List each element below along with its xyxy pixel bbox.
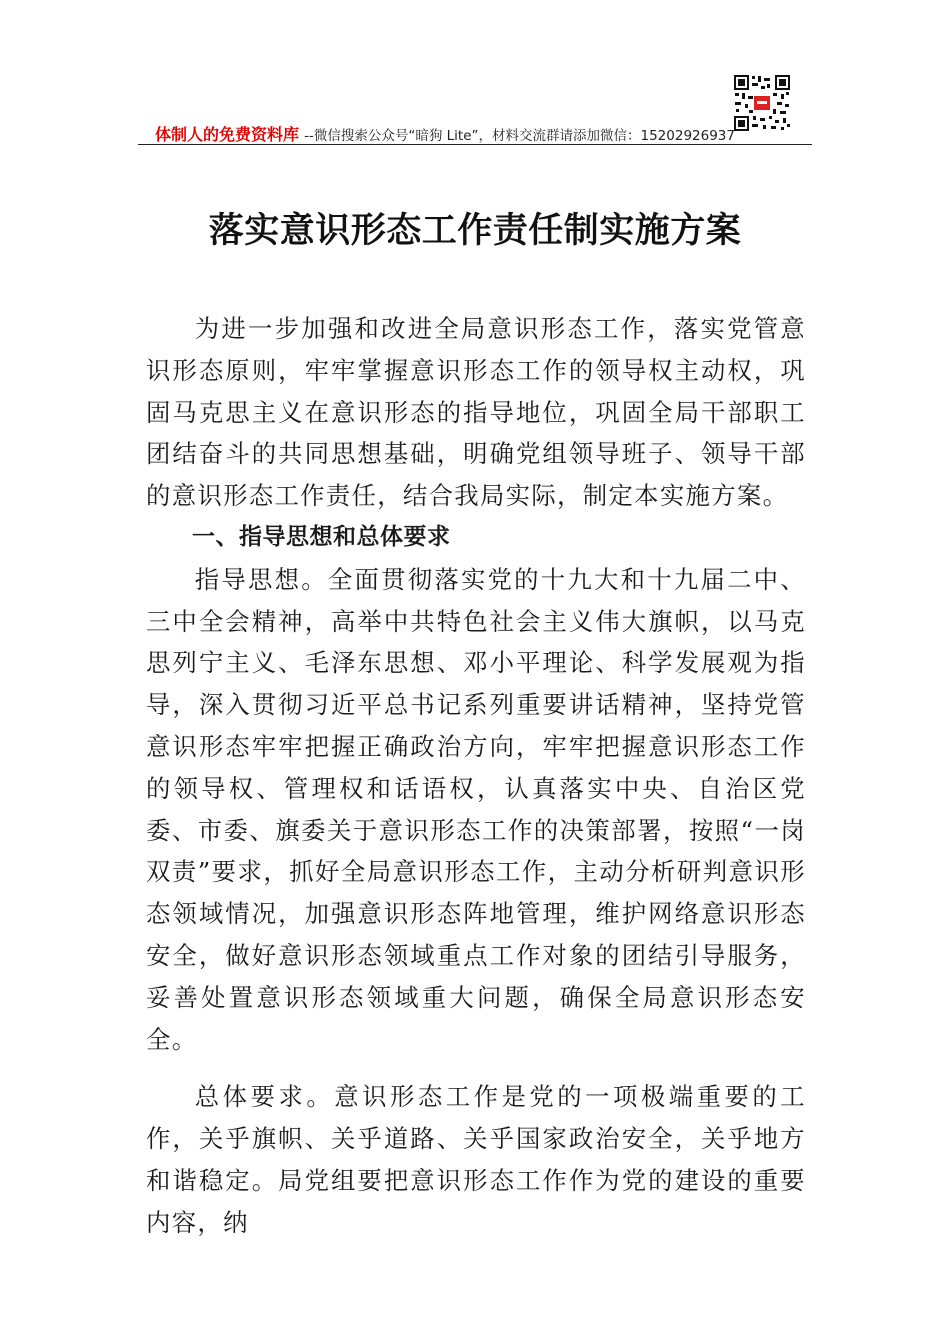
overall-lead: 总体要求。 — [194, 1082, 335, 1112]
header-divider — [138, 144, 812, 145]
document-body — [146, 308, 806, 1244]
guiding-text: 全面贯彻落实党的十九大和十九届二中、三中全会精神，高举中共特色社会主义伟大旗帜，以马克思列宁主义、毛泽东思想、邓小平理论、科学发展观为指导，深入贯彻习近平总书记系列重要讲话精神，坚持党管意识形态牢牢把握正确政治方向，牢牢把握意识形态工作的领导权、管理权和话语权，认真落实中央、自治区党委、市委、旗委关于意识形态工作的决策部署，按照“一岗双责”要求，抓好全局意识形态工作，主动分析研判意识形态领域情况，加强意识形态阵地管理，维护网络意识形态安全，做好意识形态领域重点工作对象的团结引导服务，妥善处置意识形态领域重大问题，确保全局意识形态安全。 — [146, 564, 806, 1054]
brand-text: 体制人的免费资料库 — [155, 125, 300, 144]
overall-paragraph — [146, 1076, 806, 1243]
paragraph-gap — [146, 1060, 806, 1076]
guiding-paragraph — [146, 559, 806, 1061]
intro-paragraph: 为进一步加强和改进全局意识形态工作，落实党管意识形态原则，牢牢掌握意识形态工作的领导权主动权，巩固马克思主义在意识形态的指导地位，巩固全局干部职工团结奋斗的共同思想基础，明确党组领导班子、领导干部的意识形态工作责任，结合我局实际，制定本实施方案。 — [146, 314, 806, 511]
page-title: 落实意识形态工作责任制实施方案 — [208, 210, 742, 251]
qr-code-icon — [733, 74, 791, 132]
section-heading: 一、指导思想和总体要求 — [192, 523, 451, 550]
header-banner — [155, 122, 735, 145]
overall-text: 意识形态工作是党的一项极端重要的工作，关乎旗帜、关乎道路、关乎国家政治安全，关乎地方和谐稳定。局党组要把意识形态工作作为党的建设的重要内容，纳 — [146, 1082, 806, 1237]
promo-text: --微信搜索公众号“暗狗 Lite”，材料交流群请添加微信：15202926937 — [304, 128, 735, 144]
guiding-lead: 指导思想。 — [194, 564, 328, 594]
